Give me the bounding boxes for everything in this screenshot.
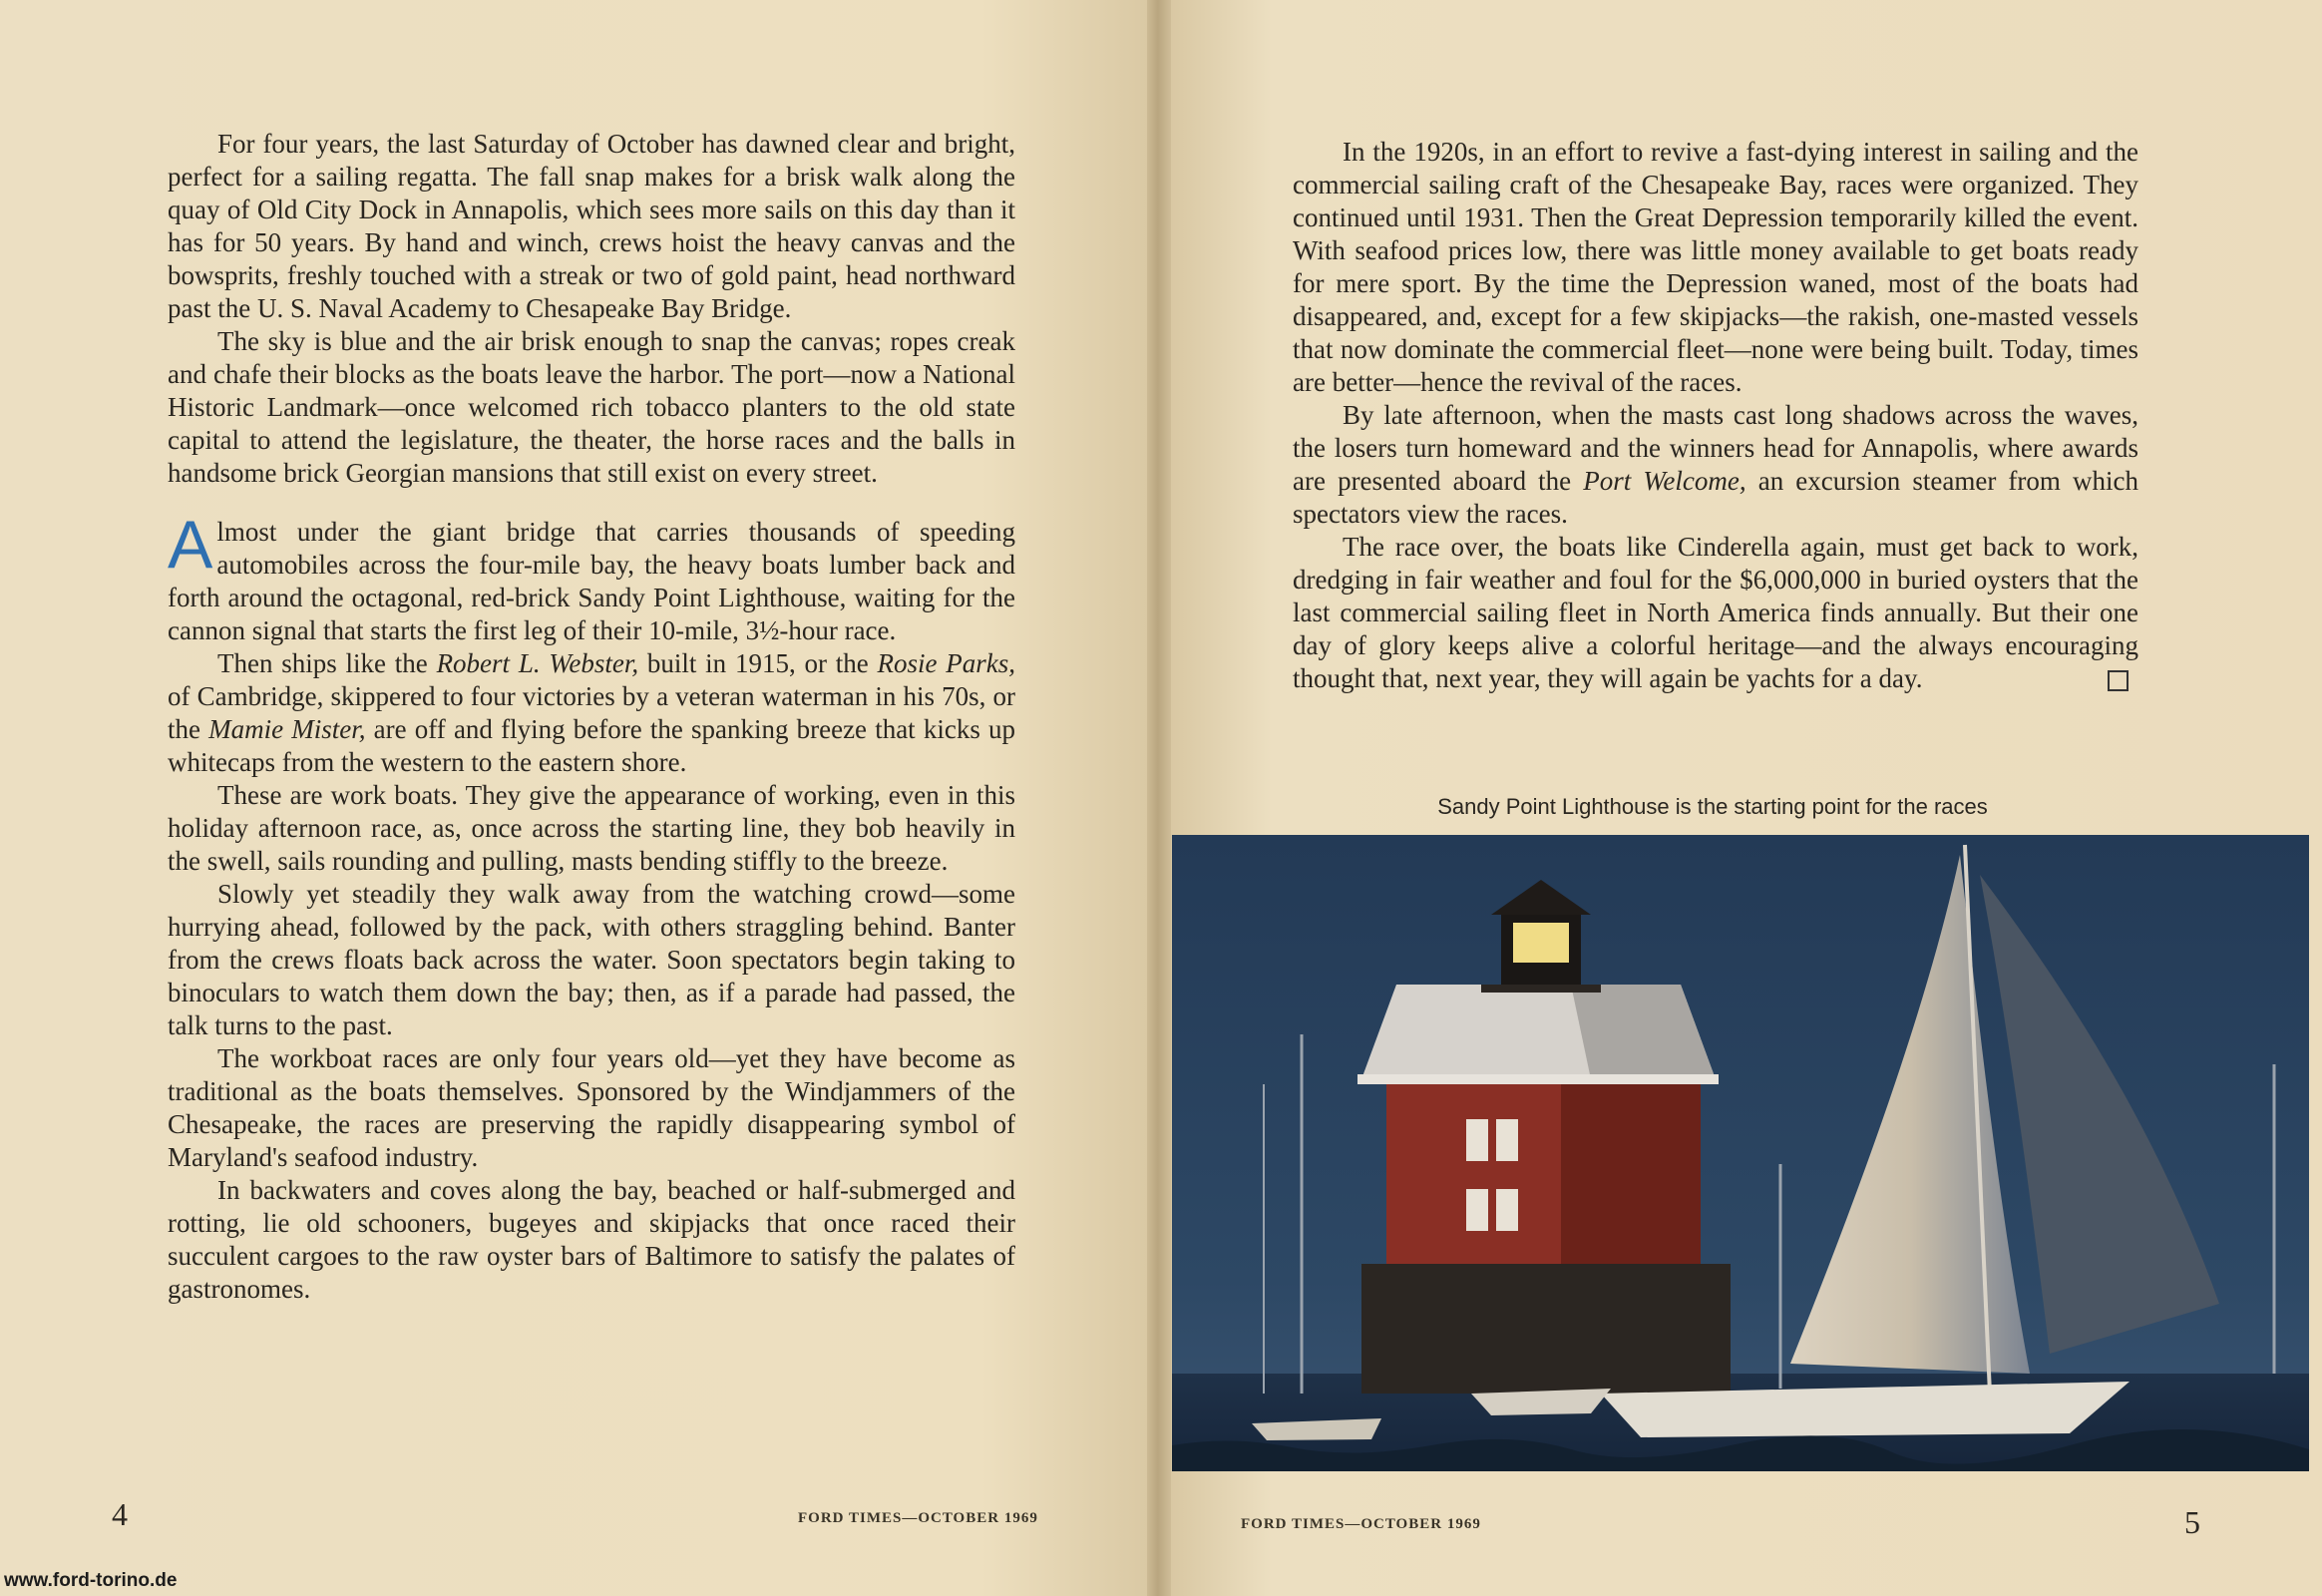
lighthouse-illustration	[1172, 835, 2309, 1471]
end-mark-icon	[2108, 670, 2128, 691]
paragraph-race-over	[1293, 531, 2138, 695]
site-watermark: www.ford-torino.de	[4, 1570, 178, 1591]
ship-name: Robert L. Webster,	[436, 648, 639, 678]
page-number-right: 5	[2184, 1504, 2200, 1540]
page-number-left: 4	[112, 1496, 128, 1532]
ship-name: Mamie Mister,	[208, 714, 366, 744]
paragraph-1: For four years, the last Saturday of October has dawned clear and bright, perfect for a sailing regatta. The fall snap makes for a brisk walk along the quay of Old City Dock in Annapolis, which sees more sails on this day than it has for 50 years. By hand and winch, crews hoist the heavy canvas and the bowsprits, freshly touched with a streak or two of gold paint, head northward past the U. S. Naval Academy to Chesapeake Bay Bridge.	[168, 129, 1015, 323]
text-run: an excursion steamer from which spectators view the races.	[1293, 466, 2139, 529]
paragraph-late-afternoon	[1293, 399, 2138, 531]
book-gutter	[1147, 0, 1171, 1596]
paragraph-ships	[168, 647, 1015, 779]
footer-left: FORD TIMES—OCTOBER 1969	[798, 1510, 1038, 1526]
text-run: Then ships like the	[217, 648, 437, 678]
paragraph-work-boats: These are work boats. They give the appearance of working, even in this holiday afternoon race, as, once across the starting line, they bob heavily in the swell, sails rounding and pulling, masts bending stiffly to the breeze.	[168, 780, 1015, 876]
text-run: built in 1915, or the	[638, 648, 878, 678]
footer-right: FORD TIMES—OCTOBER 1969	[1241, 1516, 1481, 1532]
text-run: of Cambridge, skippered to four victories by a veteran waterman in his 70s, or the	[168, 681, 1015, 744]
paragraph-2: The sky is blue and the air brisk enough to snap the canvas; ropes creak and chafe their blocks as the boats leave the harbor. The port—now a National Historic Landmark—once welcomed rich tobacco planters to the old state capital to attend the legislature, the theater, the horse races and the balls in handsome brick Georgian mansions that still exist on every street.	[168, 326, 1015, 488]
right-article-column	[1293, 136, 2138, 695]
paragraph-tradition: The workboat races are only four years old—yet they have become as traditional as the boats themselves. Sponsored by the Windjammers of the Chesapeake, the races are preserving the rapidly disappearing symbol of Maryland's seafood industry.	[168, 1043, 1015, 1172]
paragraph-crowd: Slowly yet steadily they walk away from the watching crowd—some hurrying ahead, followed by the pack, with others straggling behind. Banter from the crews floats back across the water. Soon spectators begin taking to binoculars to watch them down the bay; then, as if a parade had passed, the talk turns to the past.	[168, 879, 1015, 1040]
dropcap-letter: A	[168, 507, 213, 583]
paragraph-1920s: In the 1920s, in an effort to revive a fast-dying interest in sailing and the commercial sailing craft of the Chesapeake Bay, races were organized. They continued until 1931. Then the Great Depression temporarily killed the event. With seafood prices low, there was little money available to get boats ready for mere sport. By the time the Depression waned, most of the boats had disappeared, and, except for a few skipjacks—the rakish, one-masted vessels that now dominate the commercial fleet—none were being built. Today, times are better—hence the revival of the races.	[1293, 137, 2138, 397]
text-run: are off and flying before the spanking breeze that kicks up whitecaps from the western to the eastern shore.	[168, 714, 1015, 777]
text-run: The race over, the boats like Cinderella again, must get back to work, dredging in fair weather and foul for the $6,000,000 in buried oysters that the last commercial sailing fleet in North America finds annually. But their one day of glory keeps alive a colorful heritage—and the always encouraging thought that, next year, they will again be yachts for a day.	[1293, 532, 2138, 693]
ship-name: Port Welcome,	[1583, 466, 1746, 496]
text-run: By late afternoon, when the masts cast long shadows across the waves, the losers turn homeward and the winners head for Annapolis, where awards are presented aboard the	[1293, 400, 2138, 496]
left-article-column	[168, 128, 1015, 1306]
paragraph-backwaters: In backwaters and coves along the bay, beached or half-submerged and rotting, lie old schooners, bugeyes and skipjacks that once raced their succulent cargoes to the raw oyster bars of Baltimore to satisfy the palates of gastronomes.	[168, 1175, 1015, 1304]
ship-name: Rosie Parks,	[877, 648, 1015, 678]
paragraph-dropcap	[168, 507, 1015, 647]
lighthouse-photo	[1172, 835, 2309, 1471]
photo-caption: Sandy Point Lighthouse is the starting point for the races	[1437, 794, 1988, 819]
dropcap-paragraph-text: lmost under the giant bridge that carries thousands of speeding automobiles across the four-mile bay, the heavy boats lumber back and forth around the octagonal, red-brick Sandy Point Lighthouse, waiting for the cannon signal that starts the first leg of their 10-mile, 3½-hour race.	[168, 517, 1015, 645]
